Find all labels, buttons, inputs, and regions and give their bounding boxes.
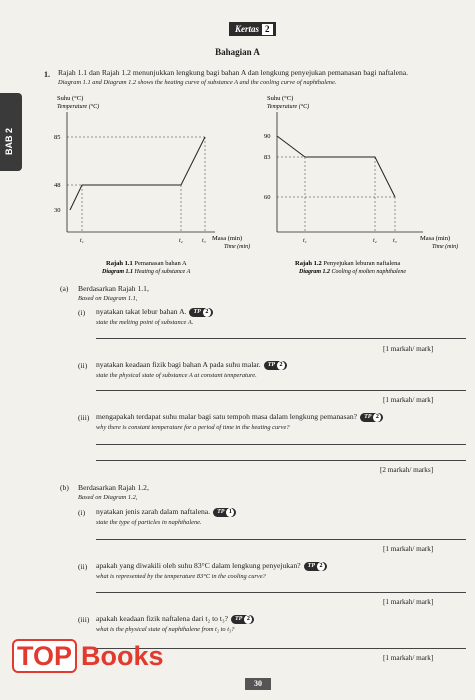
a-i-num: (i) bbox=[78, 308, 86, 317]
a-iii-question: mengapakah terdapat suhu malar bagi satu tempoh masa dalam lengkung pemanasan? TP 2 bbox=[96, 412, 383, 422]
d1-xlabel-ms: Masa (min) bbox=[212, 235, 243, 242]
d1-ytick-85: 85 bbox=[54, 134, 61, 141]
d1-caption-ms-bold: Rajah 1.1 bbox=[106, 260, 133, 267]
kertas-badge bbox=[229, 22, 276, 36]
d2-xtick-t1: t₁ bbox=[303, 238, 307, 244]
b-i-mark: [1 markah/ mark] bbox=[383, 545, 434, 553]
chapter-tab-label: BAB 2 bbox=[4, 127, 14, 155]
answer-line[interactable] bbox=[96, 460, 466, 461]
svg-text:Diagram 1.2 Cooling of molten bbox=[298, 268, 406, 275]
d2-caption-en: Cooling of molten naphthalene bbox=[331, 269, 407, 275]
a-ii-question-en: state the physical state of substance A at constant temperature. bbox=[96, 372, 257, 379]
d2-ytick-83: 83 bbox=[264, 154, 271, 161]
part-a-stem-ms: Berdasarkan Rajah 1.1, bbox=[78, 284, 149, 293]
part-a-stem-en: Based on Diagram 1.1, bbox=[78, 295, 138, 302]
b-iii-num: (iii) bbox=[78, 615, 90, 624]
diagram-1-2 bbox=[255, 92, 475, 282]
d2-xtick-t2: t₂ bbox=[373, 238, 377, 244]
d1-ytick-30: 30 bbox=[54, 207, 61, 214]
chapter-tab bbox=[0, 93, 22, 171]
logo-books: Books bbox=[81, 641, 164, 671]
a-iii-mark: [2 markah/ marks] bbox=[380, 466, 434, 474]
d2-ylabel-en: Temperature (°C) bbox=[267, 104, 310, 110]
b-ii-num: (ii) bbox=[78, 562, 88, 571]
answer-line[interactable] bbox=[96, 390, 466, 391]
d2-ytick-90: 90 bbox=[264, 133, 271, 140]
part-b-stem-ms: Berdasarkan Rajah 1.2, bbox=[78, 483, 149, 492]
a-ii-mark: [1 markah/ mark] bbox=[383, 396, 434, 404]
logo-top: TOP bbox=[12, 639, 77, 673]
page-number: 30 bbox=[245, 678, 271, 690]
b-i-question: nyatakan jenis zarah dalam naftalena. TP 1 bbox=[96, 507, 236, 517]
answer-line[interactable] bbox=[96, 444, 466, 445]
answer-line[interactable] bbox=[96, 338, 466, 339]
d2-caption-ms: Penyejukan leburan naftalena bbox=[323, 260, 401, 267]
answer-line[interactable] bbox=[96, 539, 466, 540]
part-b-label: (b) bbox=[60, 483, 69, 492]
d2-caption-ms-bold: Rajah 1.2 bbox=[295, 260, 322, 267]
d1-xtick-t3: t₃ bbox=[202, 238, 206, 244]
tp-badge: TP 2 bbox=[264, 361, 287, 370]
kertas-number: 2 bbox=[262, 24, 273, 35]
d2-ylabel-ms: Suhu (°C) bbox=[267, 95, 294, 102]
d2-xlabel-en: Time (min) bbox=[432, 244, 459, 250]
d1-ylabel-ms: Suhu (°C) bbox=[57, 95, 84, 102]
b-ii-question: apakah yang diwakili oleh suhu 83°C dalam lengkung penyejukan? TP 2 bbox=[96, 561, 327, 571]
part-b-stem-en: Based on Diagram 1.2, bbox=[78, 494, 138, 501]
d2-caption-en-bold: Diagram 1.2 bbox=[299, 269, 331, 275]
question-intro-ms: Rajah 1.1 dan Rajah 1.2 menunjukkan lengkung bagi bahan A dan lengkung penyejukan pemanasan bagi naftalena. bbox=[58, 68, 409, 77]
b-ii-question-en: what is represented by the temperature 83°C in the cooling curve? bbox=[96, 573, 266, 580]
answer-line[interactable] bbox=[96, 592, 466, 593]
tp-badge: TP 1 bbox=[213, 508, 236, 517]
a-i-mark: [1 markah/ mark] bbox=[383, 345, 434, 353]
diagram-1-1 bbox=[40, 92, 260, 282]
a-i-question-en: state the melting point of substance A. bbox=[96, 319, 194, 326]
d1-heating-curve bbox=[70, 137, 205, 210]
b-iii-question: apakah keadaan fizik naftalena dari t₂ to t₃? TP 2 bbox=[96, 614, 254, 624]
tp-badge: TP 2 bbox=[189, 308, 212, 317]
a-ii-question: nyatakan keadaan fizik bagi bahan A pada suhu malar. TP 2 bbox=[96, 360, 287, 370]
a-iii-question-en: why there is constant temperature for a period of time in the heating curve? bbox=[96, 424, 290, 431]
b-i-num: (i) bbox=[78, 508, 86, 517]
d1-ytick-48: 48 bbox=[54, 182, 61, 189]
d1-caption-en: Heating of substance A bbox=[134, 269, 191, 275]
a-i-question: nyatakan takat lebur bahan A. TP 2 bbox=[96, 307, 213, 317]
svg-text:Rajah 1.2 Penyejukan leburan n bbox=[295, 260, 400, 267]
tp-badge: TP 2 bbox=[304, 562, 327, 571]
a-ii-num: (ii) bbox=[78, 361, 88, 370]
d2-cooling-curve bbox=[277, 136, 395, 197]
d2-xtick-t3: t₃ bbox=[393, 238, 397, 244]
d1-xtick-t1: t₁ bbox=[80, 238, 84, 244]
d1-caption-en-bold: Diagram 1.1 bbox=[102, 269, 134, 275]
section-title: Bahagian A bbox=[215, 47, 260, 57]
d2-ytick-60: 60 bbox=[264, 194, 271, 201]
part-a-label: (a) bbox=[60, 284, 69, 293]
b-ii-mark: [1 markah/ mark] bbox=[383, 598, 434, 606]
d1-xtick-t2: t₂ bbox=[179, 238, 183, 244]
svg-text:Diagram 1.1 Heating of substan bbox=[101, 268, 191, 275]
topbooks-logo bbox=[12, 641, 164, 672]
b-iii-mark: [1 markah/ mark] bbox=[383, 654, 434, 662]
svg-text:Rajah 1.1 Pemanasan bahan A bbox=[106, 260, 187, 267]
d2-xlabel-ms: Masa (min) bbox=[420, 235, 451, 242]
d1-ylabel-en: Temperature (°C) bbox=[57, 104, 100, 110]
question-intro-en: Diagram 1.1 and Diagram 1.2 shows the heating curve of substance A and the cooling curve of naphthalene. bbox=[58, 79, 337, 86]
d1-xlabel-en: Time (min) bbox=[224, 244, 251, 250]
b-i-question-en: state the type of particles in naphthalene. bbox=[96, 519, 202, 526]
tp-badge: TP 2 bbox=[231, 615, 254, 624]
kertas-label: Kertas bbox=[235, 24, 260, 34]
b-iii-question-en: what is the physical state of naphthalene from t₂ to t₃? bbox=[96, 626, 235, 633]
a-iii-num: (iii) bbox=[78, 413, 90, 422]
d1-caption-ms: Pemanasan bahan A bbox=[134, 260, 187, 267]
question-number: 1. bbox=[44, 70, 50, 79]
tp-badge: TP 2 bbox=[360, 413, 383, 422]
